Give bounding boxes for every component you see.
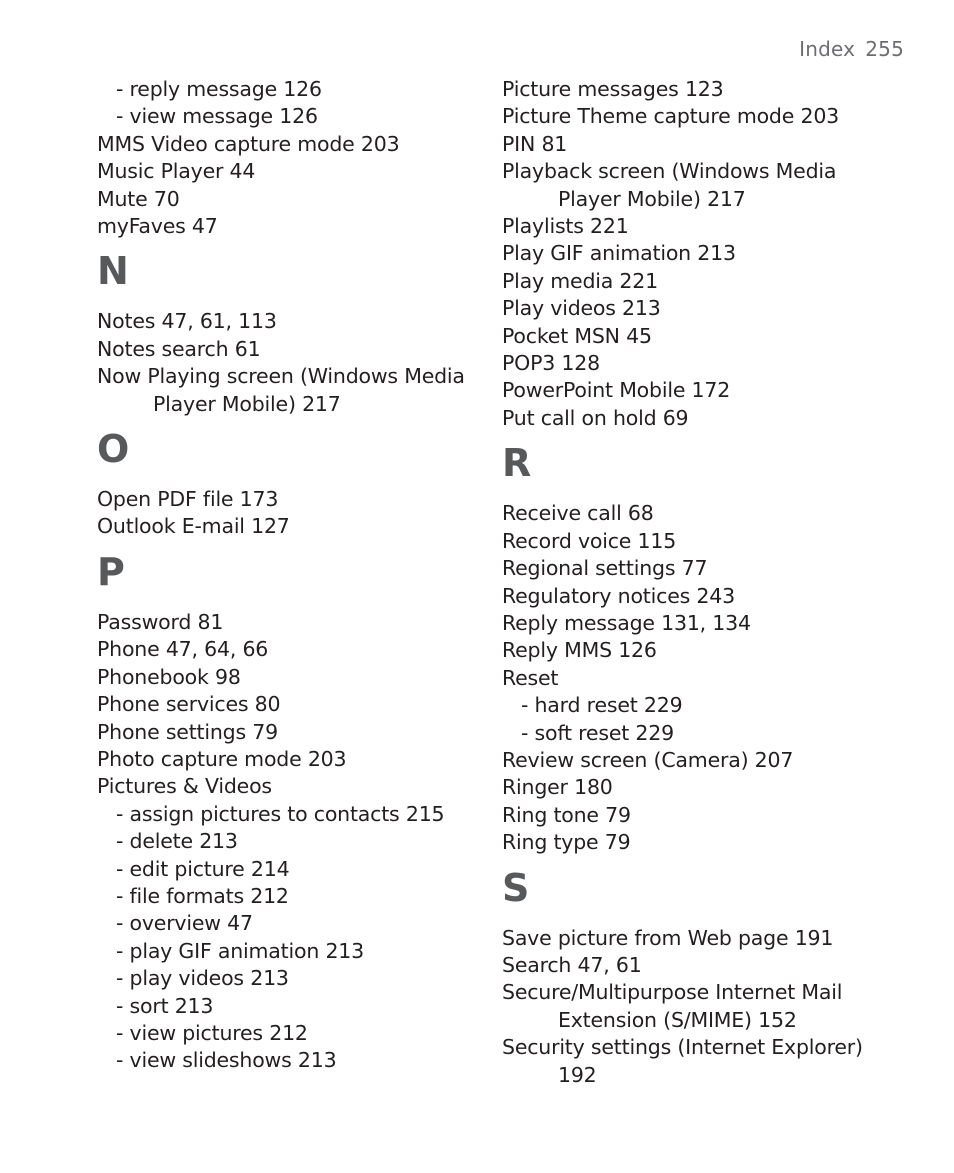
index-subentry xyxy=(97,801,497,828)
entry-text: MMS Video capture mode 203 xyxy=(97,131,400,156)
entry-text: - edit picture 214 xyxy=(116,856,290,881)
entry-text: Notes search 61 xyxy=(97,336,261,361)
index-entry xyxy=(502,323,902,350)
index-entry xyxy=(502,528,902,555)
entry-text: Record voice 115 xyxy=(502,528,677,553)
index-subentry xyxy=(502,692,902,719)
entry-text: - view message 126 xyxy=(116,104,318,129)
entry-text: Outlook E-mail 127 xyxy=(97,514,290,539)
index-subentry xyxy=(97,938,497,965)
index-subentry xyxy=(97,1020,497,1047)
entry-text: Ringer 180 xyxy=(502,775,613,800)
index-entry xyxy=(502,555,902,582)
index-entry xyxy=(97,131,497,158)
index-entry xyxy=(502,76,902,103)
entry-text: - assign pictures to contacts 215 xyxy=(116,801,445,826)
index-entry xyxy=(97,308,497,335)
entry-text: Search 47, 61 xyxy=(502,952,642,977)
entry-text: Reset xyxy=(502,665,559,690)
entry-text: Receive call 68 xyxy=(502,501,654,526)
entry-text: Music Player 44 xyxy=(97,159,256,184)
index-entry xyxy=(502,213,902,240)
entry-text: Pocket MSN 45 xyxy=(502,323,652,348)
index-entry xyxy=(97,773,497,800)
entry-text: Put call on hold 69 xyxy=(502,405,689,430)
entry-text: Notes 47, 61, 113 xyxy=(97,309,277,334)
entry-text: Phone services 80 xyxy=(97,692,281,717)
entry-text: - view pictures 212 xyxy=(116,1020,308,1045)
entry-text: Playback screen (Windows Media xyxy=(502,159,837,184)
index-entry xyxy=(502,158,902,213)
index-entry xyxy=(97,719,497,746)
entry-text: Play GIF animation 213 xyxy=(502,241,736,266)
entry-continuation: Extension (S/MIME) 152 xyxy=(558,1007,797,1032)
index-entry xyxy=(97,336,497,363)
index-entry xyxy=(502,802,902,829)
index-entry xyxy=(97,486,497,513)
index-entry xyxy=(502,103,902,130)
index-entry xyxy=(502,774,902,801)
index-entry xyxy=(502,952,902,979)
index-subentry xyxy=(97,1047,497,1074)
entry-text: Secure/Multipurpose Internet Mail xyxy=(502,980,843,1005)
entry-text: Password 81 xyxy=(97,609,224,634)
index-entry xyxy=(97,609,497,636)
index-entry xyxy=(502,350,902,377)
entry-text: Review screen (Camera) 207 xyxy=(502,747,794,772)
entry-text: Regional settings 77 xyxy=(502,556,708,581)
index-subentry xyxy=(97,993,497,1020)
index-entry xyxy=(502,637,902,664)
section-letter: R xyxy=(502,441,532,486)
index-entry xyxy=(502,583,902,610)
entry-text: Pictures & Videos xyxy=(97,774,272,799)
entry-text: Ring type 79 xyxy=(502,830,631,855)
entry-text: Now Playing screen (Windows Media xyxy=(97,364,465,389)
entry-text: Phonebook 98 xyxy=(97,664,241,689)
entry-text: PIN 81 xyxy=(502,131,568,156)
entry-text: Picture Theme capture mode 203 xyxy=(502,104,840,129)
entry-text: Phone 47, 64, 66 xyxy=(97,637,269,662)
index-entry xyxy=(502,295,902,322)
section-letter: P xyxy=(97,549,125,594)
entry-text: Ring tone 79 xyxy=(502,802,631,827)
section-letter: N xyxy=(97,249,129,294)
entry-text: - soft reset 229 xyxy=(521,720,674,745)
entry-text: Picture messages 123 xyxy=(502,77,724,101)
index-entry xyxy=(502,1034,902,1089)
section-letter: S xyxy=(502,865,530,910)
index-entry xyxy=(502,268,902,295)
index-entry xyxy=(502,610,902,637)
index-entry xyxy=(97,691,497,718)
index-subentry xyxy=(97,76,497,103)
index-entry xyxy=(502,979,902,1034)
index-entry xyxy=(502,829,902,856)
index-subentry xyxy=(97,828,497,855)
index-subentry xyxy=(502,720,902,747)
running-header xyxy=(799,37,904,61)
entry-text: Reply message 131, 134 xyxy=(502,610,751,635)
index-entry xyxy=(97,513,497,540)
index-entry xyxy=(502,747,902,774)
index-column-left xyxy=(97,76,497,1075)
index-entry xyxy=(502,240,902,267)
entry-text: - play videos 213 xyxy=(116,966,289,991)
index-subentry xyxy=(97,883,497,910)
index-entry xyxy=(502,377,902,404)
entry-text: - file formats 212 xyxy=(116,883,289,908)
entry-continuation: 192 xyxy=(558,1062,597,1087)
section-letter: O xyxy=(97,427,130,472)
entry-text: PowerPoint Mobile 172 xyxy=(502,378,731,403)
entry-text: Photo capture mode 203 xyxy=(97,746,347,771)
index-entry xyxy=(502,500,902,527)
index-entry xyxy=(502,131,902,158)
index-entry xyxy=(97,186,497,213)
index-entry xyxy=(97,158,497,185)
index-subentry xyxy=(97,103,497,130)
entry-text: - delete 213 xyxy=(116,829,238,854)
entry-text: Save picture from Web page 191 xyxy=(502,925,834,950)
entry-text: Play media 221 xyxy=(502,268,658,293)
entry-text: - reply message 126 xyxy=(116,77,322,101)
index-subentry xyxy=(97,965,497,992)
entry-text: myFaves 47 xyxy=(97,214,218,239)
entry-continuation: Player Mobile) 217 xyxy=(558,186,746,211)
index-entry xyxy=(502,925,902,952)
entry-text: Reply MMS 126 xyxy=(502,638,657,663)
index-subentry xyxy=(97,856,497,883)
index-entry xyxy=(97,636,497,663)
entry-text: - view slideshows 213 xyxy=(116,1048,337,1073)
entry-text: Security settings (Internet Explorer) xyxy=(502,1035,863,1060)
index-entry xyxy=(502,405,902,432)
entry-text: Play videos 213 xyxy=(502,296,661,321)
entry-text: Phone settings 79 xyxy=(97,719,278,744)
entry-text: - overview 47 xyxy=(116,911,253,936)
entry-text: - play GIF animation 213 xyxy=(116,938,364,963)
index-entry xyxy=(502,665,902,692)
entry-text: Mute 70 xyxy=(97,186,180,211)
section-title: Index xyxy=(799,37,856,61)
entry-text: Playlists 221 xyxy=(502,214,629,239)
entry-text: POP3 128 xyxy=(502,351,600,376)
index-column-right xyxy=(502,76,902,1089)
entry-text: - hard reset 229 xyxy=(521,693,683,718)
index-entry xyxy=(97,363,497,418)
index-entry xyxy=(97,746,497,773)
entry-text: Regulatory notices 243 xyxy=(502,583,735,608)
entry-text: - sort 213 xyxy=(116,993,214,1018)
entry-text: Open PDF file 173 xyxy=(97,487,279,512)
index-entry xyxy=(97,213,497,240)
index-entry xyxy=(97,664,497,691)
page-number: 255 xyxy=(865,37,904,61)
index-subentry xyxy=(97,910,497,937)
entry-continuation: Player Mobile) 217 xyxy=(153,391,341,416)
